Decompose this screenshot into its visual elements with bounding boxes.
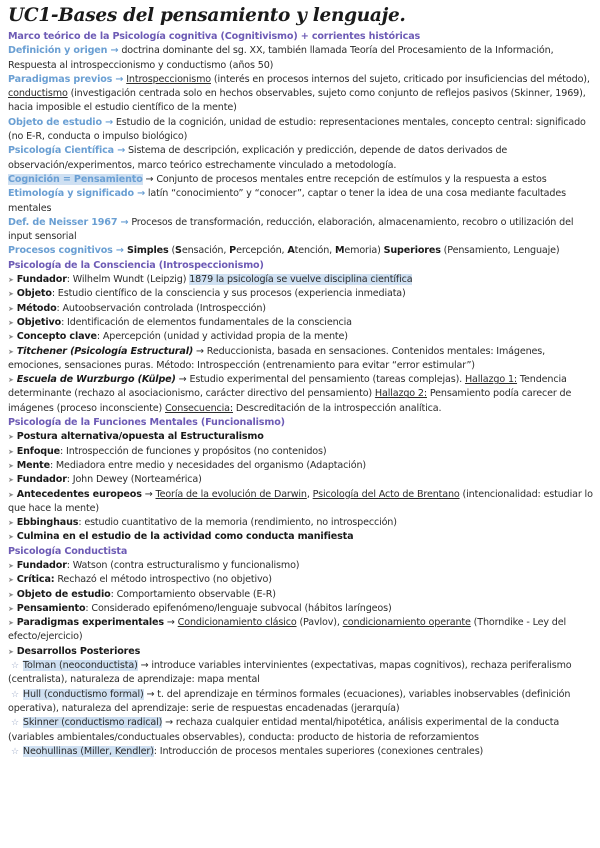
bullet-fundador-cond: ➤ Fundador: Watson (contra estructuralismo y funcionalismo) [8,559,300,571]
star-icon: ☆ [11,746,19,757]
arrow-bullet-icon: ➤ [8,590,14,599]
bullet-fundador-func: ➤ Fundador: John Dewey (Norteamérica) [8,474,202,486]
arrow-bullet-icon: ➤ [8,490,14,499]
arrow-bullet-icon: ➤ [8,519,14,528]
arrow-bullet-icon: ➤ [8,561,14,570]
subitem-skinner: ☆ Skinner (conductismo radical) → rechaza cualquier entidad mental/hipotética, análisis experimental de la conducta (variables ambientales/conductuales observables), conducta: producto de historia de reforzamientos [8,717,560,743]
page-title: UC1-Bases del pensamiento y lenguaje. [8,5,406,26]
bullet-objetivo: ➤ Objetivo: Identificación de elementos fundamentales de la consciencia [8,316,352,328]
bullet-enfoque: ➤ Enfoque: Introspección de funciones y propósitos (no contenidos) [8,445,327,457]
subitem-hull: ☆ Hull (conductismo formal) → t. del aprendizaje en términos formales (ecuaciones), variables inobservables (definición operativa), naturaleza del aprendizaje: serie de respuestas encadenadas (jerarquía) [8,688,571,714]
note-objeto: Objeto de estudio → Estudio de la cognición, unidad de estudio: representaciones mentales, concepto central: significado (no E-R, conducta o impulso biológico) [8,116,586,143]
bullet-culmina: ➤ Culmina en el estudio de la actividad como conducta manifiesta [8,531,354,543]
star-icon: ☆ [11,661,19,672]
bullet-postura: ➤ Postura alternativa/opuesta al Estructuralismo [8,431,264,443]
section-heading-funciones: Psicología de la Funciones Mentales (Funcionalismo) [8,417,285,429]
arrow-bullet-icon: ➤ [8,304,14,313]
bullet-paradigmas-exp: ➤ Paradigmas experimentales → Condicionamiento clásico (Pavlov), condicionamiento operante (Thorndike - Ley del efecto/ejercicio) [8,617,566,643]
arrow-bullet-icon: ➤ [8,333,14,342]
bullet-concepto: ➤ Concepto clave: Apercepción (unidad y actividad propia de la mente) [8,331,348,343]
star-icon: ☆ [11,689,19,700]
arrow-bullet-icon: ➤ [8,347,14,356]
note-etimologia: Etimología y significado → latín “conocimiento” y “conocer”, captar o tener la idea de una cosa mediante facultades mentales [8,188,566,214]
subitem-neohullinas: ☆ Neohullinas (Miller, Kendler): Introducción de procesos mentales superiores (conexiones centrales) [11,745,484,757]
note-psicologia-cientifica: Psicología Científica → Sistema de descripción, explicación y predicción, depende de datos derivados de observación/experimentos, marco teórico estrechamente vinculado a metodología. [8,145,508,171]
arrow-bullet-icon: ➤ [8,533,14,542]
arrow-bullet-icon: ➤ [8,318,14,327]
bullet-objeto: ➤ Objeto: Estudio científico de la consciencia y sus procesos (experiencia inmediata) [8,288,406,300]
arrow-bullet-icon: ➤ [8,576,14,585]
arrow-bullet-icon: ➤ [8,290,14,299]
star-icon: ☆ [11,718,19,729]
note-paradigmas: Paradigmas previos → Introspeccionismo (interés en procesos internos del sujeto, criticado por insuficiencias del método), conductismo (investigación centrada solo en hechos observables, sujeto como conjunto de reflejos pasivos (Skinner, 1969), hacia imposible el estudio científico de la mente) [8,73,590,114]
arrow-bullet-icon: ➤ [8,447,14,456]
arrow-bullet-icon: ➤ [8,433,14,442]
bullet-titchener: ➤ Titchener (Psicología Estructural) → Reduccionista, basada en sensaciones. Contenidos mentales: Imágenes, emociones, sensaciones puras. Método: Introspección (entrenamiento para evitar “error estimular”) [8,345,546,371]
bullet-wurzburgo: ➤ Escuela de Wurzburgo (Külpe) → Estudio experimental del pensamiento (tareas complejas). Hallazgo 1: Tendencia determinante (rechazo al asociacionismo, carácter directivo del pensamiento) Hallazgo 2: Pensamiento podía carecer de imágenes (proceso inconsciente) Consecuencia: Descreditación de la introspección analítica. [8,374,572,414]
arrow-bullet-icon: ➤ [8,461,14,470]
note-procesos: Procesos cognitivos → Simples (Sensación, Percepción, Atención, Memoria) Superiores (Pensamiento, Lenguaje) [8,245,560,257]
bullet-antecedentes: ➤ Antecedentes europeos → Teoría de la evolución de Darwin, Psicología del Acto de Brentano (intencionalidad: estudiar lo que hace la mente) [8,488,593,514]
section-heading-conductista: Psicología Conductista [8,545,128,557]
bullet-ebbinghaus: ➤ Ebbinghaus: estudio cuantitativo de la memoria (rendimiento, no introspección) [8,517,397,529]
subitem-tolman: ☆ Tolman (neoconductista) → introduce variables intervinientes (expectativas, mapas cognitivos), rechaza periferalismo (centralista), naturaleza de aprendizaje: mapa mental [8,660,572,686]
bullet-desarrollos: ➤ Desarrollos Posteriores [8,645,141,657]
note-cognicion: Cognición = Pensamiento → Conjunto de procesos mentales entre recepción de estímulos y la respuesta a estos [8,173,547,185]
bullet-mente: ➤ Mente: Mediadora entre medio y necesidades del organismo (Adaptación) [8,459,366,471]
bullet-pensamiento: ➤ Pensamiento: Considerado epifenómeno/lenguaje subvocal (hábitos laríngeos) [8,602,392,614]
bullet-fundador: ➤ Fundador: Wilhelm Wundt (Leipzig) 1879 la psicología se vuelve disciplina científica [8,274,413,286]
bullet-objeto-cond: ➤ Objeto de estudio: Comportamiento observable (E-R) [8,588,276,600]
section-heading-conciencia: Psicología de la Consciencia (Introspeccionismo) [8,259,264,271]
arrow-bullet-icon: ➤ [8,276,14,285]
arrow-bullet-icon: ➤ [8,604,14,613]
arrow-bullet-icon: ➤ [8,476,14,485]
arrow-bullet-icon: ➤ [8,619,14,628]
section-heading-marco: Marco teórico de la Psicología cognitiva (Cognitivismo) + corrientes históricas [8,31,421,42]
arrow-bullet-icon: ➤ [8,376,14,385]
bullet-metodo: ➤ Método: Autoobservación controlada (Introspección) [8,302,266,314]
arrow-bullet-icon: ➤ [8,647,14,656]
bullet-critica: ➤ Crítica: Rechazó el método introspectivo (no objetivo) [8,574,272,586]
note-definicion: Definición y origen → doctrina dominante del sg. XX, también llamada Teoría del Procesamiento de la Información, Respuesta al introspeccionismo y conductismo (años 50) [8,45,554,71]
note-neisser: Def. de Neisser 1967 → Procesos de transformación, reducción, elaboración, almacenamiento, recobro o utilización del input sensorial [8,216,574,243]
